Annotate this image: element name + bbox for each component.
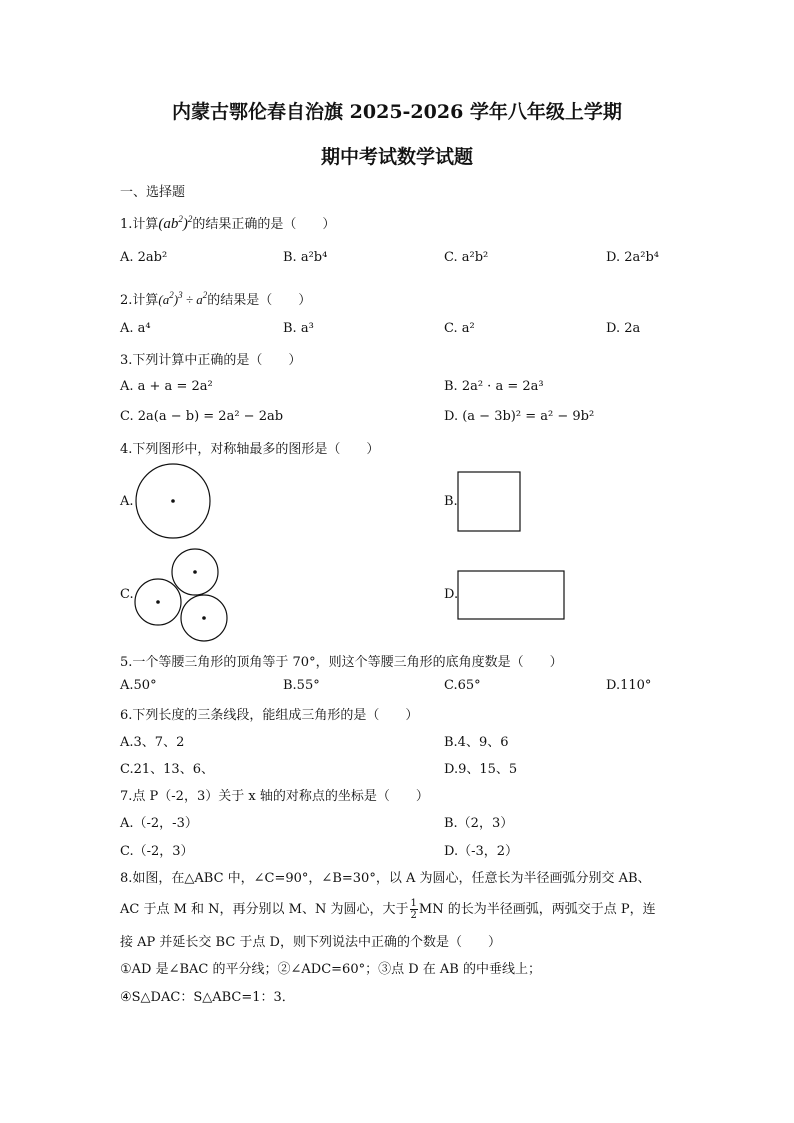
question-7-stem: 7.点 P（-2，3）关于 x 轴的对称点的坐标是（ ） [120, 789, 429, 804]
question-8-statements-1: ①AD 是∠BAC 的平分线；②∠ADC=60°；③点 D 在 AB 的中垂线上； [120, 962, 541, 977]
doc-title-line-1: 内蒙古鄂伦春自治旗 2025-2026 学年八年级上学期 [172, 101, 622, 123]
question-8-line-1: 8.如图，在△ABC 中，∠C=90°，∠B=30°，以 A 为圆心，任意长为半径画弧分别交 AB、 [120, 871, 651, 886]
q6-option-a[interactable]: A.3、7、2 [120, 735, 185, 750]
q2-option-b[interactable]: B. a³ [283, 321, 314, 336]
big-circle-figure [130, 461, 216, 543]
q3-option-b[interactable]: B. 2a² · a = 2a³ [444, 379, 544, 394]
q7-option-d[interactable]: D.（-3，2） [444, 844, 519, 859]
q1-option-a[interactable]: A. 2ab² [120, 250, 168, 265]
q6-option-c[interactable]: C.21、13、6、 [120, 762, 214, 777]
fraction-denominator: 2 [410, 910, 417, 921]
rectangle-figure [456, 569, 568, 621]
question-8-line-2b: MN 的长为半径画弧，两弧交于点 P，连 [418, 902, 656, 917]
three-circles-figure [130, 546, 234, 646]
one-half-fraction [410, 898, 418, 921]
question-1-stem [120, 213, 335, 233]
q7-option-c[interactable]: C.（-2，3） [120, 844, 194, 859]
fraction-numerator: 1 [410, 898, 417, 909]
question-1-suffix: 的结果正确的是（ ） [192, 217, 336, 232]
question-5-stem: 5.一个等腰三角形的顶角等于 70°，则这个等腰三角形的底角度数是（ ） [120, 655, 563, 670]
q1-option-b[interactable]: B. a²b⁴ [283, 250, 328, 265]
q5-option-d[interactable]: D.110° [606, 678, 652, 693]
question-2-stem [120, 289, 311, 308]
q6-option-b[interactable]: B.4、9、6 [444, 735, 509, 750]
q1-option-d[interactable]: D. 2a²b⁴ [606, 250, 659, 265]
question-2-prefix: 2.计算 [120, 293, 159, 308]
q3-option-a[interactable]: A. a + a = 2a² [120, 379, 213, 394]
question-8-line-2a: AC 于点 M 和 N，再分别以 M、N 为圆心，大于 [120, 902, 409, 917]
q4-option-c[interactable]: C. [120, 587, 134, 602]
square-figure [456, 470, 524, 534]
question-2-suffix: 的结果是（ ） [207, 293, 312, 308]
q6-option-d[interactable]: D.9、15、5 [444, 762, 518, 777]
q5-option-c[interactable]: C.65° [444, 678, 481, 693]
q4-option-b[interactable]: B. [444, 494, 458, 509]
question-1-math: $(ab^2)^2$ [158, 214, 193, 232]
q2-option-c[interactable]: C. a² [444, 321, 475, 336]
q3-option-d[interactable]: D. (a − 3b)² = a² − 9b² [444, 409, 595, 424]
section-heading: 一、选择题 [120, 185, 186, 200]
question-2-math: $(a^2)^3 \div a^2$ [158, 290, 208, 307]
question-8-line-2 [120, 898, 656, 921]
q2-option-d[interactable]: D. 2a [606, 321, 641, 336]
q4-option-a[interactable]: A. [120, 494, 134, 509]
q7-option-a[interactable]: A.（-2，-3） [120, 816, 198, 831]
q5-option-b[interactable]: B.55° [283, 678, 320, 693]
q3-option-c[interactable]: C. 2a(a − b) = 2a² − 2ab [120, 409, 284, 424]
q2-option-a[interactable]: A. a⁴ [120, 321, 151, 336]
q1-option-c[interactable]: C. a²b² [444, 250, 489, 265]
question-6-stem: 6.下列长度的三条线段，能组成三角形的是（ ） [120, 708, 419, 723]
question-8-statements-2: ④S△DAC：S△ABC=1：3． [120, 990, 295, 1005]
doc-title-line-2: 期中考试数学试题 [320, 146, 473, 168]
question-1-prefix: 1.计算 [120, 217, 159, 232]
q7-option-b[interactable]: B.（2，3） [444, 816, 514, 831]
question-3-stem: 3.下列计算中正确的是（ ） [120, 353, 302, 368]
question-4-stem: 4.下列图形中，对称轴最多的图形是（ ） [120, 442, 380, 457]
question-8-line-3: 接 AP 并延长交 BC 于点 D，则下列说法中正确的个数是（ ） [120, 935, 501, 950]
q5-option-a[interactable]: A.50° [120, 678, 157, 693]
q4-option-d[interactable]: D. [444, 587, 459, 602]
